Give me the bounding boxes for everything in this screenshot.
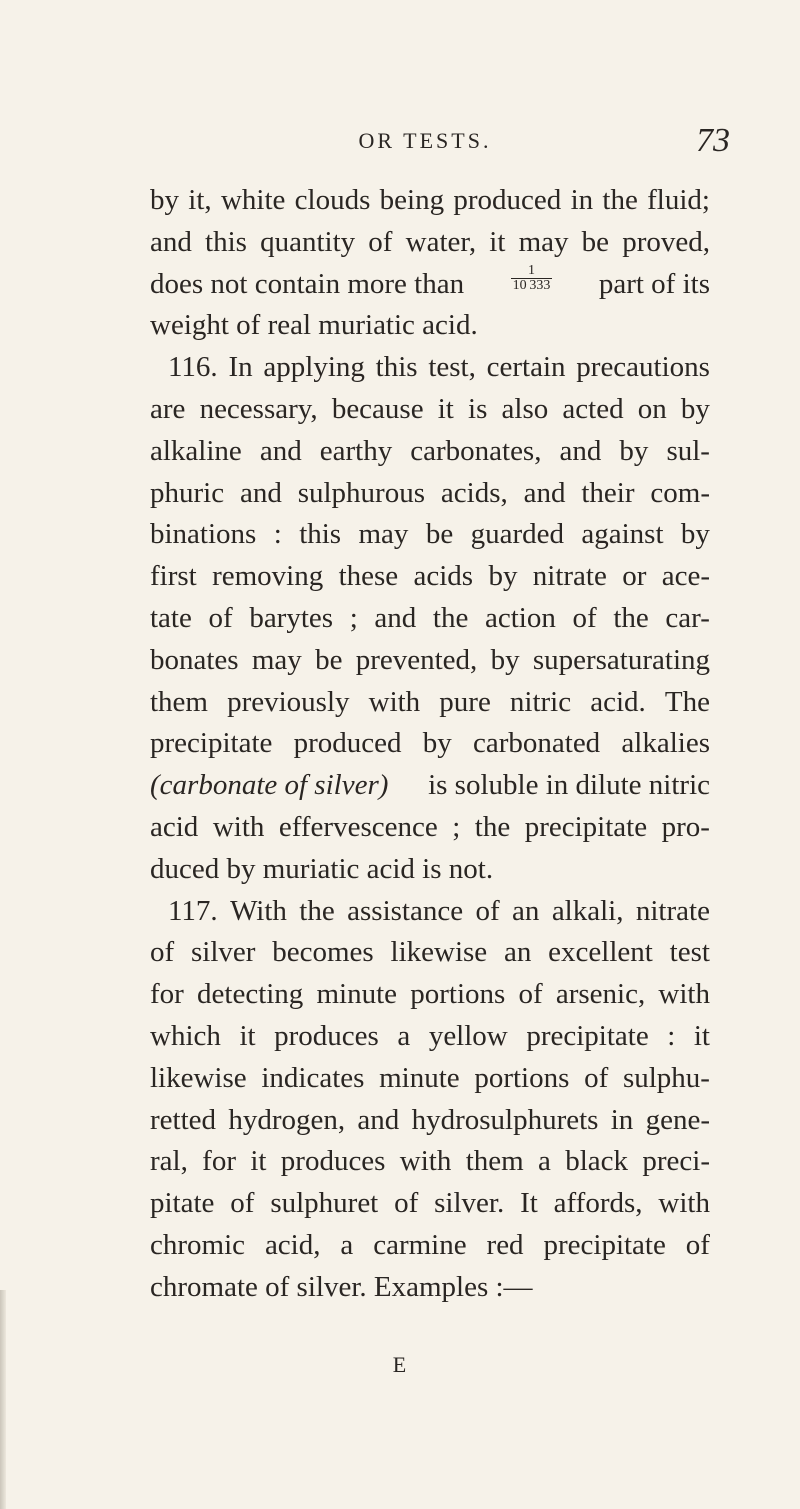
text-line: phuric and sulphurous acids, and their com- (150, 476, 710, 509)
text-line: which it produces a yellow precipitate : it (150, 1019, 710, 1052)
text-line: are necessary, because it is also acted on by (150, 392, 710, 425)
fraction (511, 264, 553, 306)
running-head (120, 122, 730, 162)
text-line: of silver becomes likewise an excellent test (150, 936, 710, 969)
paragraph-117-start: 117. With the assistance of an alkali, nitrate (168, 894, 710, 927)
text-line: tate of barytes ; and the action of the car- (150, 601, 710, 634)
text-line: by it, white clouds being produced in the fluid; (150, 184, 710, 216)
text-line: binations : this may be guarded against by (150, 518, 710, 551)
text-line: for detecting minute portions of arsenic, with (150, 978, 710, 1011)
text-line: likewise indicates minute portions of sulphu- (150, 1061, 710, 1094)
text-line: bonates may be prevented, by supersaturating (150, 643, 710, 676)
text-line: duced by muriatic acid is not. (150, 852, 494, 885)
text-line: chromate of silver. Examples :— (150, 1270, 533, 1303)
text-line: does not contain more than $\frac{1}{10 333}$ part of its (150, 264, 710, 306)
text-line: chromic acid, a carmine red precipitate of (150, 1228, 710, 1261)
text-line: first removing these acids by nitrate or ace- (150, 560, 710, 593)
paragraph-116-start: 116. In applying this test, certain precautions (168, 351, 710, 384)
text-line: retted hydrogen, and hydrosulphurets in gene- (150, 1103, 710, 1136)
text-line: pitate of sulphuret of silver. It affords, with (150, 1187, 710, 1220)
text-line: (carbonate of silver) is soluble in dilute nitric (150, 765, 710, 807)
text-line: weight of real muriatic acid. (150, 309, 478, 342)
italic-phrase: (carbonate of silver) (150, 769, 389, 802)
fraction-denominator: 10 333 (512, 277, 551, 293)
page-number: 73 (696, 122, 730, 159)
text-line: alkaline and earthy carbonates, and by sul- (150, 434, 710, 467)
signature-mark: E (392, 1352, 408, 1377)
fraction-numerator: 1 (511, 264, 553, 279)
text-line: ral, for it produces with them a black preci- (150, 1145, 710, 1178)
text-line: them previously with pure nitric acid. The (150, 685, 710, 718)
text-line: acid with effervescence ; the precipitate pro- (150, 810, 710, 843)
running-title: OR TESTS. (358, 128, 492, 153)
text-line: and this quantity of water, it may be proved, (150, 225, 710, 258)
page-edge-shadow (0, 1290, 6, 1509)
body-text (150, 180, 710, 1309)
text-line: precipitate produced by carbonated alkalies (150, 727, 710, 760)
